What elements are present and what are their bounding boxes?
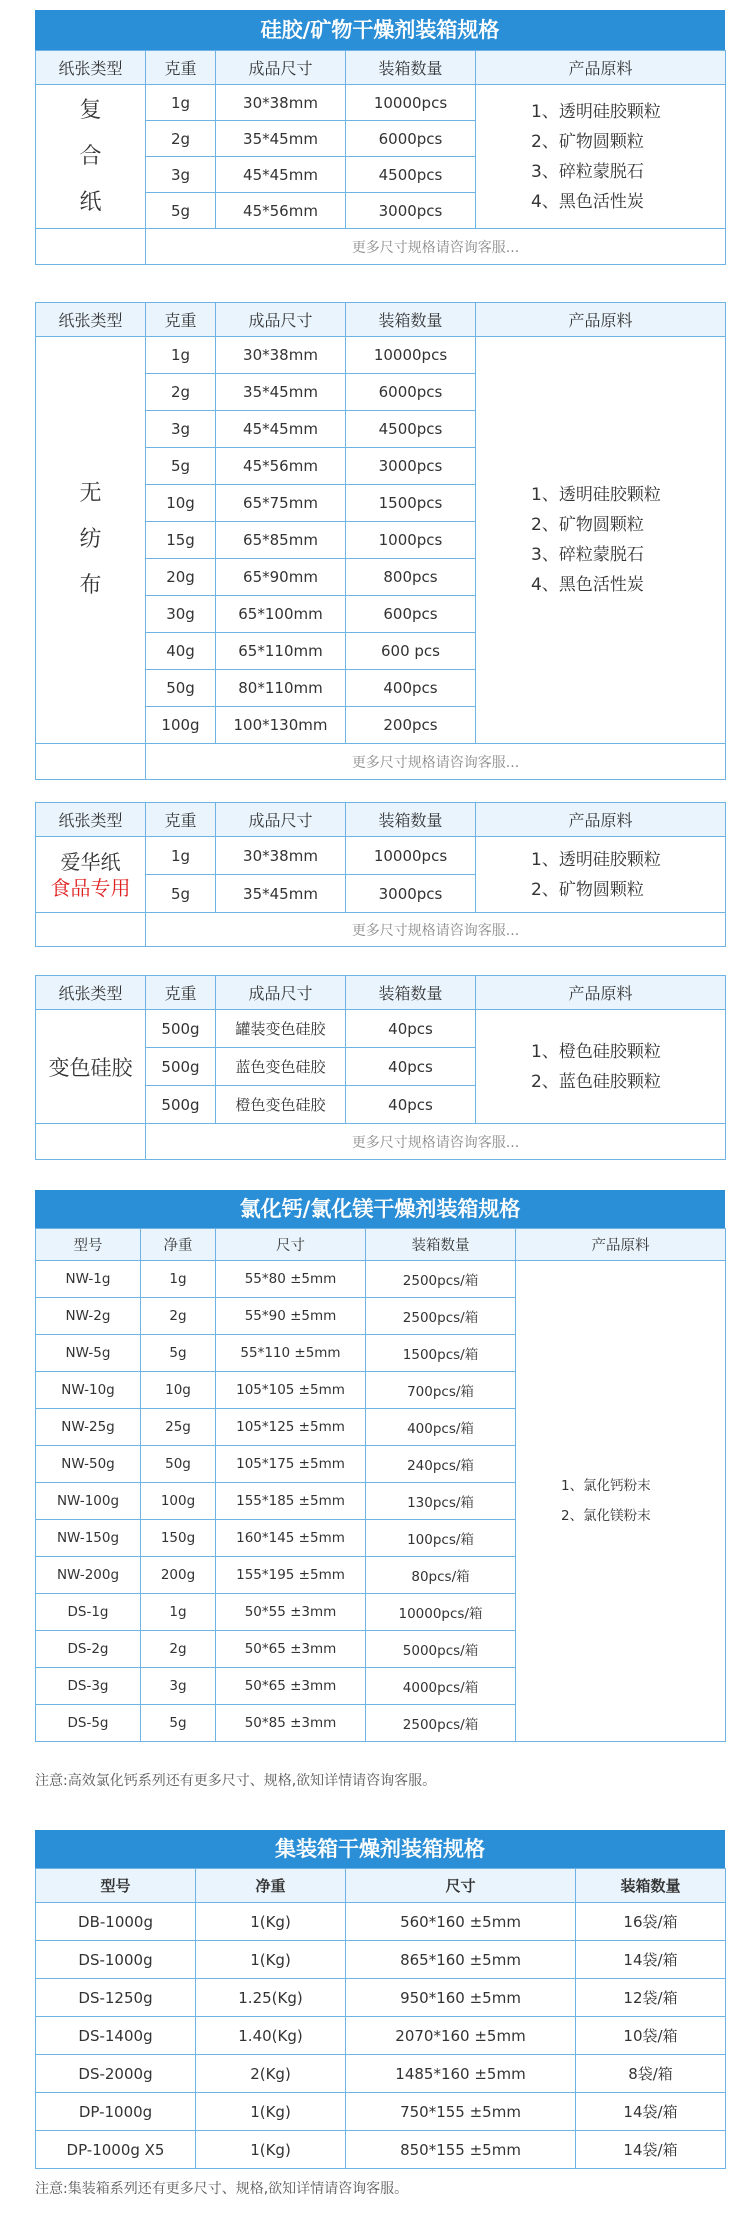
spec-table-color-change <box>35 975 726 1160</box>
quantity-cell: 8袋/箱 <box>576 2055 726 2093</box>
weight-cell: 30g <box>146 596 216 633</box>
header-size: 成品尺寸 <box>216 51 346 85</box>
model-cell: NW-10g <box>36 1372 141 1409</box>
weight-cell: 5g <box>146 193 216 229</box>
size-cell: 50*65 ±3mm <box>216 1668 366 1705</box>
size-cell: 55*80 ±5mm <box>216 1261 366 1298</box>
header-net-weight: 净重 <box>141 1229 216 1261</box>
size-cell: 50*55 ±3mm <box>216 1594 366 1631</box>
quantity-cell: 14袋/箱 <box>576 1941 726 1979</box>
model-cell: DS-5g <box>36 1705 141 1742</box>
material-item: 2、氯化镁粉末 <box>561 1508 651 1524</box>
quantity-cell: 3000pcs <box>346 875 476 913</box>
model-cell: DB-1000g <box>36 1903 196 1941</box>
quantity-cell: 16袋/箱 <box>576 1903 726 1941</box>
net-weight-cell: 1.40(Kg) <box>196 2017 346 2055</box>
paper-type-char: 无 <box>79 481 102 506</box>
header-quantity: 装箱数量 <box>576 1869 726 1903</box>
weight-cell: 5g <box>146 875 216 913</box>
header-model: 型号 <box>36 1229 141 1261</box>
paper-type-cell <box>36 85 146 229</box>
paper-type-char: 布 <box>79 573 102 598</box>
model-cell: NW-50g <box>36 1446 141 1483</box>
paper-type-cell <box>36 337 146 744</box>
quantity-cell: 4500pcs <box>346 157 476 193</box>
model-cell: NW-1g <box>36 1261 141 1298</box>
section-title: 硅胶/矿物干燥剂装箱规格 <box>35 10 725 50</box>
model-cell: NW-25g <box>36 1409 141 1446</box>
header-model: 型号 <box>36 1869 196 1903</box>
weight-cell: 1g <box>146 837 216 875</box>
size-cell: 65*110mm <box>216 633 346 670</box>
model-cell: NW-2g <box>36 1298 141 1335</box>
model-cell: DS-3g <box>36 1668 141 1705</box>
size-cell: 55*90 ±5mm <box>216 1298 366 1335</box>
quantity-cell: 400pcs/箱 <box>366 1409 516 1446</box>
size-cell: 45*56mm <box>216 193 346 229</box>
material-item: 1、氯化钙粉末 <box>561 1478 651 1494</box>
quantity-cell: 6000pcs <box>346 121 476 157</box>
paper-type-char: 复 <box>79 97 102 123</box>
weight-cell: 1g <box>146 337 216 374</box>
empty-cell <box>36 229 146 265</box>
header-material: 产品原料 <box>516 1229 726 1261</box>
material-cell <box>516 1261 726 1742</box>
header-material: 产品原料 <box>476 303 726 337</box>
quantity-cell: 4000pcs/箱 <box>366 1668 516 1705</box>
weight-cell: 20g <box>146 559 216 596</box>
header-size: 成品尺寸 <box>216 976 346 1010</box>
quantity-cell: 800pcs <box>346 559 476 596</box>
weight-cell: 5g <box>146 448 216 485</box>
quantity-cell: 10000pcs <box>346 837 476 875</box>
material-item: 2、矿物圆颗粒 <box>531 131 644 152</box>
material-item: 1、橙色硅胶颗粒 <box>531 1041 661 1062</box>
quantity-cell: 40pcs <box>346 1086 476 1124</box>
header-paper-type: 纸张类型 <box>36 51 146 85</box>
material-item: 3、碎粒蒙脱石 <box>531 545 644 565</box>
size-cell: 30*38mm <box>216 85 346 121</box>
header-weight: 克重 <box>146 976 216 1010</box>
size-cell: 80*110mm <box>216 670 346 707</box>
size-cell: 105*105 ±5mm <box>216 1372 366 1409</box>
size-cell: 65*85mm <box>216 522 346 559</box>
quantity-cell: 80pcs/箱 <box>366 1557 516 1594</box>
quantity-cell: 3000pcs <box>346 193 476 229</box>
header-size: 尺寸 <box>346 1869 576 1903</box>
quantity-cell: 3000pcs <box>346 448 476 485</box>
quantity-cell: 2500pcs/箱 <box>366 1261 516 1298</box>
spec-table-aihua <box>35 802 726 947</box>
size-cell: 950*160 ±5mm <box>346 1979 576 2017</box>
net-weight-cell: 3g <box>141 1668 216 1705</box>
model-cell: DS-2000g <box>36 2055 196 2093</box>
weight-cell: 50g <box>146 670 216 707</box>
material-item: 4、黑色活性炭 <box>531 191 644 212</box>
weight-cell: 100g <box>146 707 216 744</box>
weight-cell: 2g <box>146 121 216 157</box>
size-cell: 蓝色变色硅胶 <box>216 1048 346 1086</box>
material-item: 3、碎粒蒙脱石 <box>531 161 644 182</box>
net-weight-cell: 1g <box>141 1261 216 1298</box>
size-cell: 160*145 ±5mm <box>216 1520 366 1557</box>
quantity-cell: 600pcs <box>346 596 476 633</box>
quantity-cell: 2500pcs/箱 <box>366 1705 516 1742</box>
header-paper-type: 纸张类型 <box>36 303 146 337</box>
weight-cell: 3g <box>146 157 216 193</box>
spec-table-nonwoven <box>35 302 726 780</box>
quantity-cell: 12袋/箱 <box>576 1979 726 2017</box>
size-cell: 155*195 ±5mm <box>216 1557 366 1594</box>
header-weight: 克重 <box>146 803 216 837</box>
spec-table-composite-paper <box>35 50 726 265</box>
header-weight: 克重 <box>146 51 216 85</box>
header-size: 尺寸 <box>216 1229 366 1261</box>
quantity-cell: 14袋/箱 <box>576 2131 726 2169</box>
size-cell: 45*45mm <box>216 411 346 448</box>
net-weight-cell: 1.25(Kg) <box>196 1979 346 2017</box>
model-cell: DS-1g <box>36 1594 141 1631</box>
model-cell: DS-2g <box>36 1631 141 1668</box>
paper-type-name: 爱华纸 <box>60 849 121 874</box>
weight-cell: 15g <box>146 522 216 559</box>
quantity-cell: 200pcs <box>346 707 476 744</box>
weight-cell: 1g <box>146 85 216 121</box>
aihua-spec-section <box>35 802 725 947</box>
weight-cell: 500g <box>146 1086 216 1124</box>
size-cell: 45*56mm <box>216 448 346 485</box>
size-cell: 30*38mm <box>216 337 346 374</box>
container-note: 注意:集装箱系列还有更多尺寸、规格,欲知详情请咨询客服。 <box>35 2181 409 2197</box>
size-cell: 橙色变色硅胶 <box>216 1086 346 1124</box>
more-sizes-link[interactable]: 更多尺寸规格请咨询客服... <box>146 1124 726 1160</box>
quantity-cell: 1000pcs <box>346 522 476 559</box>
model-cell: NW-5g <box>36 1335 141 1372</box>
more-sizes-link[interactable]: 更多尺寸规格请咨询客服... <box>146 913 726 947</box>
size-cell: 1485*160 ±5mm <box>346 2055 576 2093</box>
size-cell: 45*45mm <box>216 157 346 193</box>
empty-cell <box>36 744 146 780</box>
material-cell <box>476 837 726 913</box>
quantity-cell: 130pcs/箱 <box>366 1483 516 1520</box>
paper-type-cell: 变色硅胶 <box>36 1010 146 1124</box>
spec-table-calcium-chloride <box>35 1228 726 1742</box>
size-cell: 50*65 ±3mm <box>216 1631 366 1668</box>
silica-spec-section <box>35 10 725 265</box>
model-cell: DP-1000g <box>36 2093 196 2131</box>
header-material: 产品原料 <box>476 976 726 1010</box>
material-item: 2、矿物圆颗粒 <box>531 879 644 900</box>
size-cell: 35*45mm <box>216 374 346 411</box>
size-cell: 105*175 ±5mm <box>216 1446 366 1483</box>
quantity-cell: 400pcs <box>346 670 476 707</box>
header-size: 成品尺寸 <box>216 303 346 337</box>
net-weight-cell: 1(Kg) <box>196 1941 346 1979</box>
material-item: 1、透明硅胶颗粒 <box>531 101 661 122</box>
material-item: 1、透明硅胶颗粒 <box>531 485 661 505</box>
net-weight-cell: 100g <box>141 1483 216 1520</box>
quantity-cell: 40pcs <box>346 1048 476 1086</box>
quantity-cell: 600 pcs <box>346 633 476 670</box>
net-weight-cell: 1(Kg) <box>196 2093 346 2131</box>
net-weight-cell: 5g <box>141 1705 216 1742</box>
weight-cell: 500g <box>146 1048 216 1086</box>
material-cell <box>476 85 726 229</box>
model-cell: NW-100g <box>36 1483 141 1520</box>
net-weight-cell: 1(Kg) <box>196 1903 346 1941</box>
header-material: 产品原料 <box>476 51 726 85</box>
net-weight-cell: 150g <box>141 1520 216 1557</box>
size-cell: 850*155 ±5mm <box>346 2131 576 2169</box>
net-weight-cell: 1g <box>141 1594 216 1631</box>
header-net-weight: 净重 <box>196 1869 346 1903</box>
paper-type-char: 合 <box>79 143 102 169</box>
model-cell: NW-150g <box>36 1520 141 1557</box>
quantity-cell: 10袋/箱 <box>576 2017 726 2055</box>
size-cell: 65*75mm <box>216 485 346 522</box>
header-quantity: 装箱数量 <box>346 976 476 1010</box>
size-cell: 30*38mm <box>216 837 346 875</box>
quantity-cell: 240pcs/箱 <box>366 1446 516 1483</box>
net-weight-cell: 5g <box>141 1335 216 1372</box>
quantity-cell: 4500pcs <box>346 411 476 448</box>
net-weight-cell: 2(Kg) <box>196 2055 346 2093</box>
material-cell <box>476 1010 726 1124</box>
header-paper-type: 纸张类型 <box>36 976 146 1010</box>
paper-type-cell <box>36 837 146 913</box>
size-cell: 155*185 ±5mm <box>216 1483 366 1520</box>
quantity-cell: 1500pcs/箱 <box>366 1335 516 1372</box>
size-cell: 65*90mm <box>216 559 346 596</box>
weight-cell: 3g <box>146 411 216 448</box>
quantity-cell: 100pcs/箱 <box>366 1520 516 1557</box>
paper-type-char: 纸 <box>79 189 102 215</box>
header-quantity: 装箱数量 <box>346 51 476 85</box>
size-cell: 65*100mm <box>216 596 346 633</box>
net-weight-cell: 10g <box>141 1372 216 1409</box>
food-grade-label: 食品专用 <box>50 875 131 900</box>
size-cell: 35*45mm <box>216 875 346 913</box>
more-sizes-link[interactable]: 更多尺寸规格请咨询客服... <box>146 229 726 265</box>
material-item: 4、黑色活性炭 <box>531 575 644 595</box>
size-cell: 35*45mm <box>216 121 346 157</box>
size-cell: 100*130mm <box>216 707 346 744</box>
material-cell <box>476 337 726 744</box>
material-item: 1、透明硅胶颗粒 <box>531 849 661 870</box>
net-weight-cell: 50g <box>141 1446 216 1483</box>
nonwoven-spec-section <box>35 302 725 780</box>
weight-cell: 40g <box>146 633 216 670</box>
material-item: 2、矿物圆颗粒 <box>531 515 644 535</box>
net-weight-cell: 200g <box>141 1557 216 1594</box>
net-weight-cell: 1(Kg) <box>196 2131 346 2169</box>
quantity-cell: 10000pcs/箱 <box>366 1594 516 1631</box>
header-quantity: 装箱数量 <box>346 303 476 337</box>
more-sizes-link[interactable]: 更多尺寸规格请咨询客服... <box>146 744 726 780</box>
material-item: 2、蓝色硅胶颗粒 <box>531 1071 661 1092</box>
quantity-cell: 10000pcs <box>346 85 476 121</box>
header-paper-type: 纸张类型 <box>36 803 146 837</box>
header-quantity: 装箱数量 <box>366 1229 516 1261</box>
quantity-cell: 14袋/箱 <box>576 2093 726 2131</box>
calcium-chloride-spec-section <box>35 1190 725 1742</box>
size-cell: 55*110 ±5mm <box>216 1335 366 1372</box>
size-cell: 560*160 ±5mm <box>346 1903 576 1941</box>
quantity-cell: 5000pcs/箱 <box>366 1631 516 1668</box>
model-cell: NW-200g <box>36 1557 141 1594</box>
net-weight-cell: 25g <box>141 1409 216 1446</box>
quantity-cell: 2500pcs/箱 <box>366 1298 516 1335</box>
weight-cell: 2g <box>146 374 216 411</box>
header-weight: 克重 <box>146 303 216 337</box>
header-quantity: 装箱数量 <box>346 803 476 837</box>
size-cell: 50*85 ±3mm <box>216 1705 366 1742</box>
paper-type-char: 纺 <box>79 527 102 552</box>
quantity-cell: 6000pcs <box>346 374 476 411</box>
model-cell: DP-1000g X5 <box>36 2131 196 2169</box>
empty-cell <box>36 913 146 947</box>
weight-cell: 10g <box>146 485 216 522</box>
quantity-cell: 40pcs <box>346 1010 476 1048</box>
size-cell: 105*125 ±5mm <box>216 1409 366 1446</box>
quantity-cell: 1500pcs <box>346 485 476 522</box>
empty-cell <box>36 1124 146 1160</box>
weight-cell: 500g <box>146 1010 216 1048</box>
color-change-spec-section <box>35 975 725 1160</box>
size-cell: 865*160 ±5mm <box>346 1941 576 1979</box>
section-title: 氯化钙/氯化镁干燥剂装箱规格 <box>35 1190 725 1228</box>
net-weight-cell: 2g <box>141 1631 216 1668</box>
model-cell: DS-1000g <box>36 1941 196 1979</box>
quantity-cell: 10000pcs <box>346 337 476 374</box>
net-weight-cell: 2g <box>141 1298 216 1335</box>
model-cell: DS-1250g <box>36 1979 196 2017</box>
size-cell: 2070*160 ±5mm <box>346 2017 576 2055</box>
size-cell: 750*155 ±5mm <box>346 2093 576 2131</box>
spec-table-container <box>35 1868 726 2169</box>
section-title: 集装箱干燥剂装箱规格 <box>35 1830 725 1868</box>
container-spec-section <box>35 1830 725 2169</box>
size-cell: 罐装变色硅胶 <box>216 1010 346 1048</box>
header-material: 产品原料 <box>476 803 726 837</box>
quantity-cell: 700pcs/箱 <box>366 1372 516 1409</box>
model-cell: DS-1400g <box>36 2017 196 2055</box>
header-size: 成品尺寸 <box>216 803 346 837</box>
calcium-chloride-note: 注意:高效氯化钙系列还有更多尺寸、规格,欲知详情请咨询客服。 <box>35 1773 437 1789</box>
